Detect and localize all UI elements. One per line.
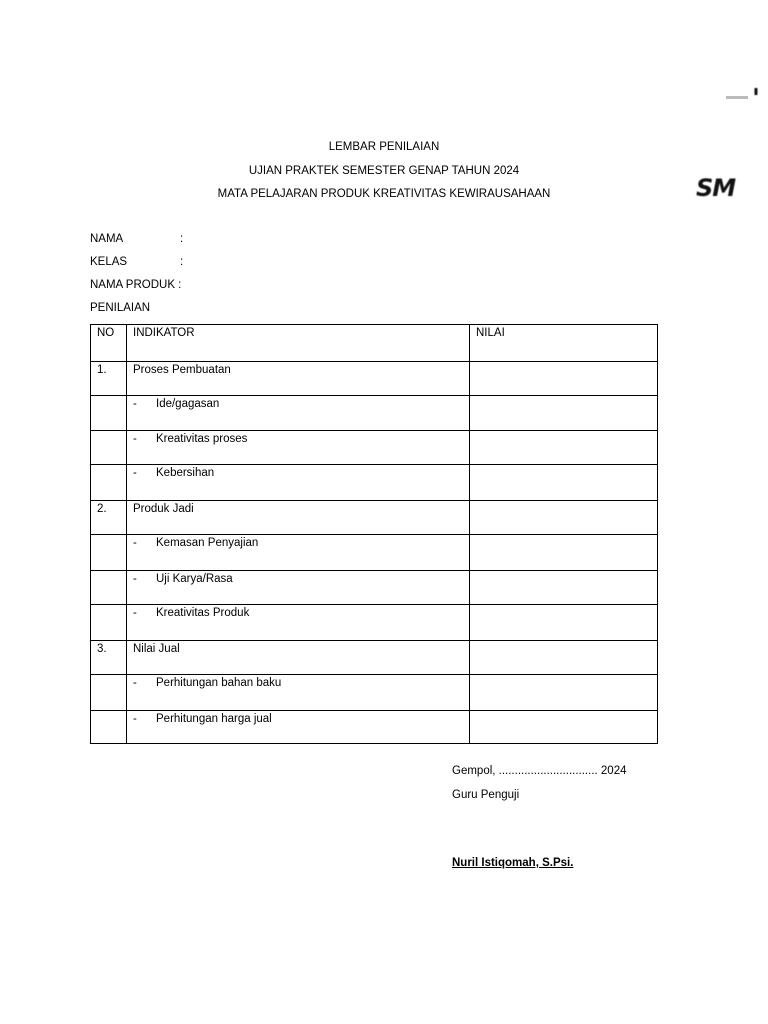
row-nilai-cell[interactable] bbox=[470, 501, 658, 535]
row-subindicator-cell bbox=[127, 571, 470, 605]
row-no-cell bbox=[91, 396, 127, 431]
field-kelas-label: KELAS bbox=[90, 256, 128, 268]
signature-role: Guru Penguji bbox=[452, 789, 520, 801]
indicator-text: Uji Karya/Rasa bbox=[156, 573, 233, 585]
bullet-dash: - bbox=[133, 433, 137, 445]
signature-name: Nuril Istiqomah, S.Psi. bbox=[452, 857, 574, 869]
table-row bbox=[91, 605, 658, 641]
table-row bbox=[91, 465, 658, 501]
indicator-text: Ide/gagasan bbox=[156, 398, 220, 410]
indicator-text: Perhitungan harga jual bbox=[156, 713, 272, 725]
row-nilai-cell[interactable] bbox=[470, 641, 658, 675]
row-no-cell bbox=[91, 571, 127, 605]
bullet-dash: - bbox=[133, 677, 137, 689]
table-row bbox=[91, 641, 658, 675]
table-row bbox=[91, 535, 658, 571]
table-row bbox=[91, 396, 658, 431]
row-nilai-cell[interactable] bbox=[470, 396, 658, 431]
table-row bbox=[91, 501, 658, 535]
table-row bbox=[91, 362, 658, 396]
table-header-row bbox=[91, 325, 658, 362]
field-nama-label: NAMA bbox=[90, 233, 124, 245]
row-no-cell bbox=[91, 675, 127, 711]
penilaian-label: PENILAIAN bbox=[90, 302, 151, 314]
indicator-text: Kreativitas proses bbox=[156, 433, 248, 445]
row-no-cell bbox=[91, 711, 127, 744]
assessment-table bbox=[90, 324, 658, 744]
title-line-2: UJIAN PRAKTEK SEMESTER GENAP TAHUN 2024 bbox=[248, 165, 520, 177]
row-indicator-cell: Produk Jadi bbox=[127, 501, 470, 535]
row-no-cell: 1. bbox=[91, 362, 127, 396]
row-nilai-cell[interactable] bbox=[470, 571, 658, 605]
row-subindicator-cell bbox=[127, 675, 470, 711]
row-indicator-cell: Nilai Jual bbox=[127, 641, 470, 675]
row-nilai-cell[interactable] bbox=[470, 465, 658, 501]
bullet-dash: - bbox=[133, 398, 137, 410]
row-nilai-cell[interactable] bbox=[470, 431, 658, 465]
field-nama-sep: : bbox=[180, 233, 184, 245]
row-subindicator-cell bbox=[127, 465, 470, 501]
row-subindicator-cell bbox=[127, 431, 470, 465]
row-no-cell bbox=[91, 605, 127, 641]
table-row bbox=[91, 675, 658, 711]
title-line-1: LEMBAR PENILAIAN bbox=[328, 141, 440, 153]
row-no-cell bbox=[91, 431, 127, 465]
table-row bbox=[91, 571, 658, 605]
row-subindicator-cell bbox=[127, 605, 470, 641]
row-subindicator-cell bbox=[127, 396, 470, 431]
bullet-dash: - bbox=[133, 467, 137, 479]
header-indikator: INDIKATOR bbox=[127, 325, 470, 362]
row-nilai-cell[interactable] bbox=[470, 711, 658, 744]
row-no-cell: 3. bbox=[91, 641, 127, 675]
bullet-dash: - bbox=[133, 713, 137, 725]
indicator-text: Perhitungan bahan baku bbox=[156, 677, 282, 689]
row-nilai-cell[interactable] bbox=[470, 605, 658, 641]
row-subindicator-cell bbox=[127, 711, 470, 744]
signature-place-date: Gempol, ............................... 2024 bbox=[452, 765, 627, 777]
row-nilai-cell[interactable] bbox=[470, 362, 658, 396]
logo-top-text: ' bbox=[752, 84, 758, 114]
row-no-cell bbox=[91, 535, 127, 571]
title-line-3: MATA PELAJARAN PRODUK KREATIVITAS KEWIRAUSAHAAN bbox=[217, 188, 551, 200]
row-no-cell: 2. bbox=[91, 501, 127, 535]
header-no: NO bbox=[91, 325, 127, 362]
row-subindicator-cell bbox=[127, 535, 470, 571]
bullet-dash: - bbox=[133, 607, 137, 619]
row-no-cell bbox=[91, 465, 127, 501]
bullet-dash: - bbox=[133, 573, 137, 585]
table-row bbox=[91, 431, 658, 465]
row-indicator-cell: Proses Pembuatan bbox=[127, 362, 470, 396]
header-nilai: NILAI bbox=[470, 325, 658, 362]
field-kelas-sep: : bbox=[180, 256, 184, 268]
row-nilai-cell[interactable] bbox=[470, 535, 658, 571]
indicator-text: Kreativitas Produk bbox=[156, 607, 250, 619]
bullet-dash: - bbox=[133, 537, 137, 549]
row-nilai-cell[interactable] bbox=[470, 675, 658, 711]
table-row bbox=[91, 711, 658, 744]
indicator-text: Kebersihan bbox=[156, 467, 215, 479]
logo-mark bbox=[726, 96, 748, 99]
indicator-text: Kemasan Penyajian bbox=[156, 537, 259, 549]
logo-bottom-text: SM bbox=[696, 174, 736, 202]
field-nama-produk-label: NAMA PRODUK : bbox=[90, 279, 182, 291]
